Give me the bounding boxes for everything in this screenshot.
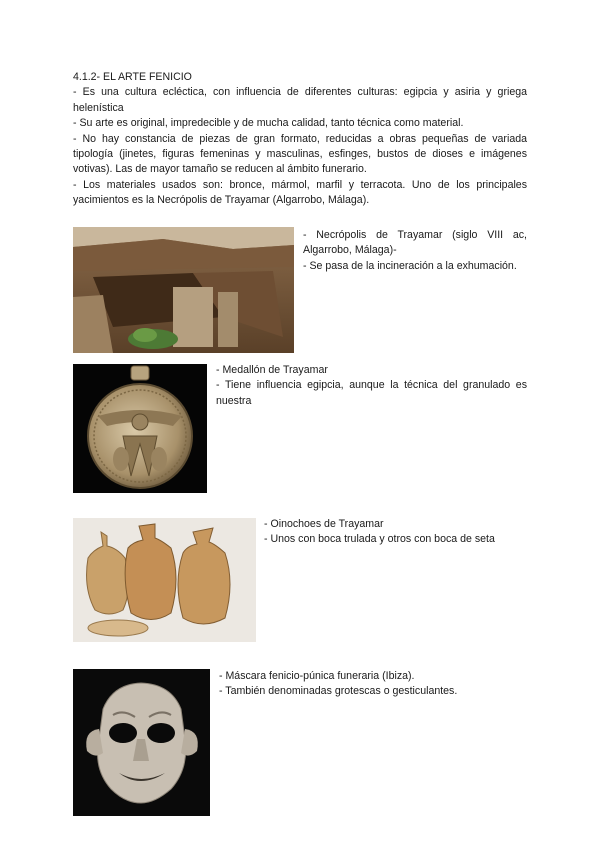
caption-line: - Medallón de Trayamar — [216, 364, 328, 376]
necropolis-caption — [303, 228, 527, 274]
intro-paragraph: - Su arte es original, impredecible y de mucha calidad, tanto técnica como material. — [73, 117, 464, 130]
medallion-caption — [216, 363, 527, 409]
necropolis-photo — [73, 227, 294, 353]
caption-line: - Necrópolis de Trayamar (siglo VIII ac, Algarrobo, Málaga)- — [303, 229, 527, 257]
intro-paragraph: - No hay constancia de piezas de gran formato, reducidas a obras pequeñas de variada tipología (jinetes, figuras femeninas y masculinas, esfinges, bustos de dioses e imágenes votivas). Las de mayor tamaño se reducen al ámbito funerario. — [73, 132, 527, 176]
mask-photo — [73, 669, 210, 816]
mask-caption — [219, 669, 527, 700]
caption-line: - Tiene influencia egipcia, aunque la técnica del granulado es nuestra — [216, 379, 527, 407]
oinochoes-photo — [73, 518, 256, 642]
caption-line: - Se pasa de la incineración a la exhumación. — [303, 259, 517, 272]
caption-line: - Unos con boca trulada y otros con boca de seta — [264, 533, 495, 546]
intro-paragraph: - Es una cultura ecléctica, con influencia de diferentes culturas: egipcia y asiria y griega helenística — [73, 86, 527, 114]
caption-line: - Oinochoes de Trayamar — [264, 518, 384, 530]
intro-text-block — [73, 70, 527, 209]
caption-line: - También denominadas grotescas o gesticulantes. — [219, 685, 458, 698]
intro-paragraph: - Los materiales usados son: bronce, mármol, marfil y terracota. Uno de los principales yacimientos es la Necrópolis de Trayamar (Algarrobo, Málaga). — [73, 178, 527, 207]
section-heading: 4.1.2- EL ARTE FENICIO — [73, 71, 192, 83]
caption-line: - Máscara fenicio-púnica funeraria (Ibiza). — [219, 670, 415, 682]
medallion-photo — [73, 364, 207, 493]
oinochoes-caption — [264, 517, 527, 548]
